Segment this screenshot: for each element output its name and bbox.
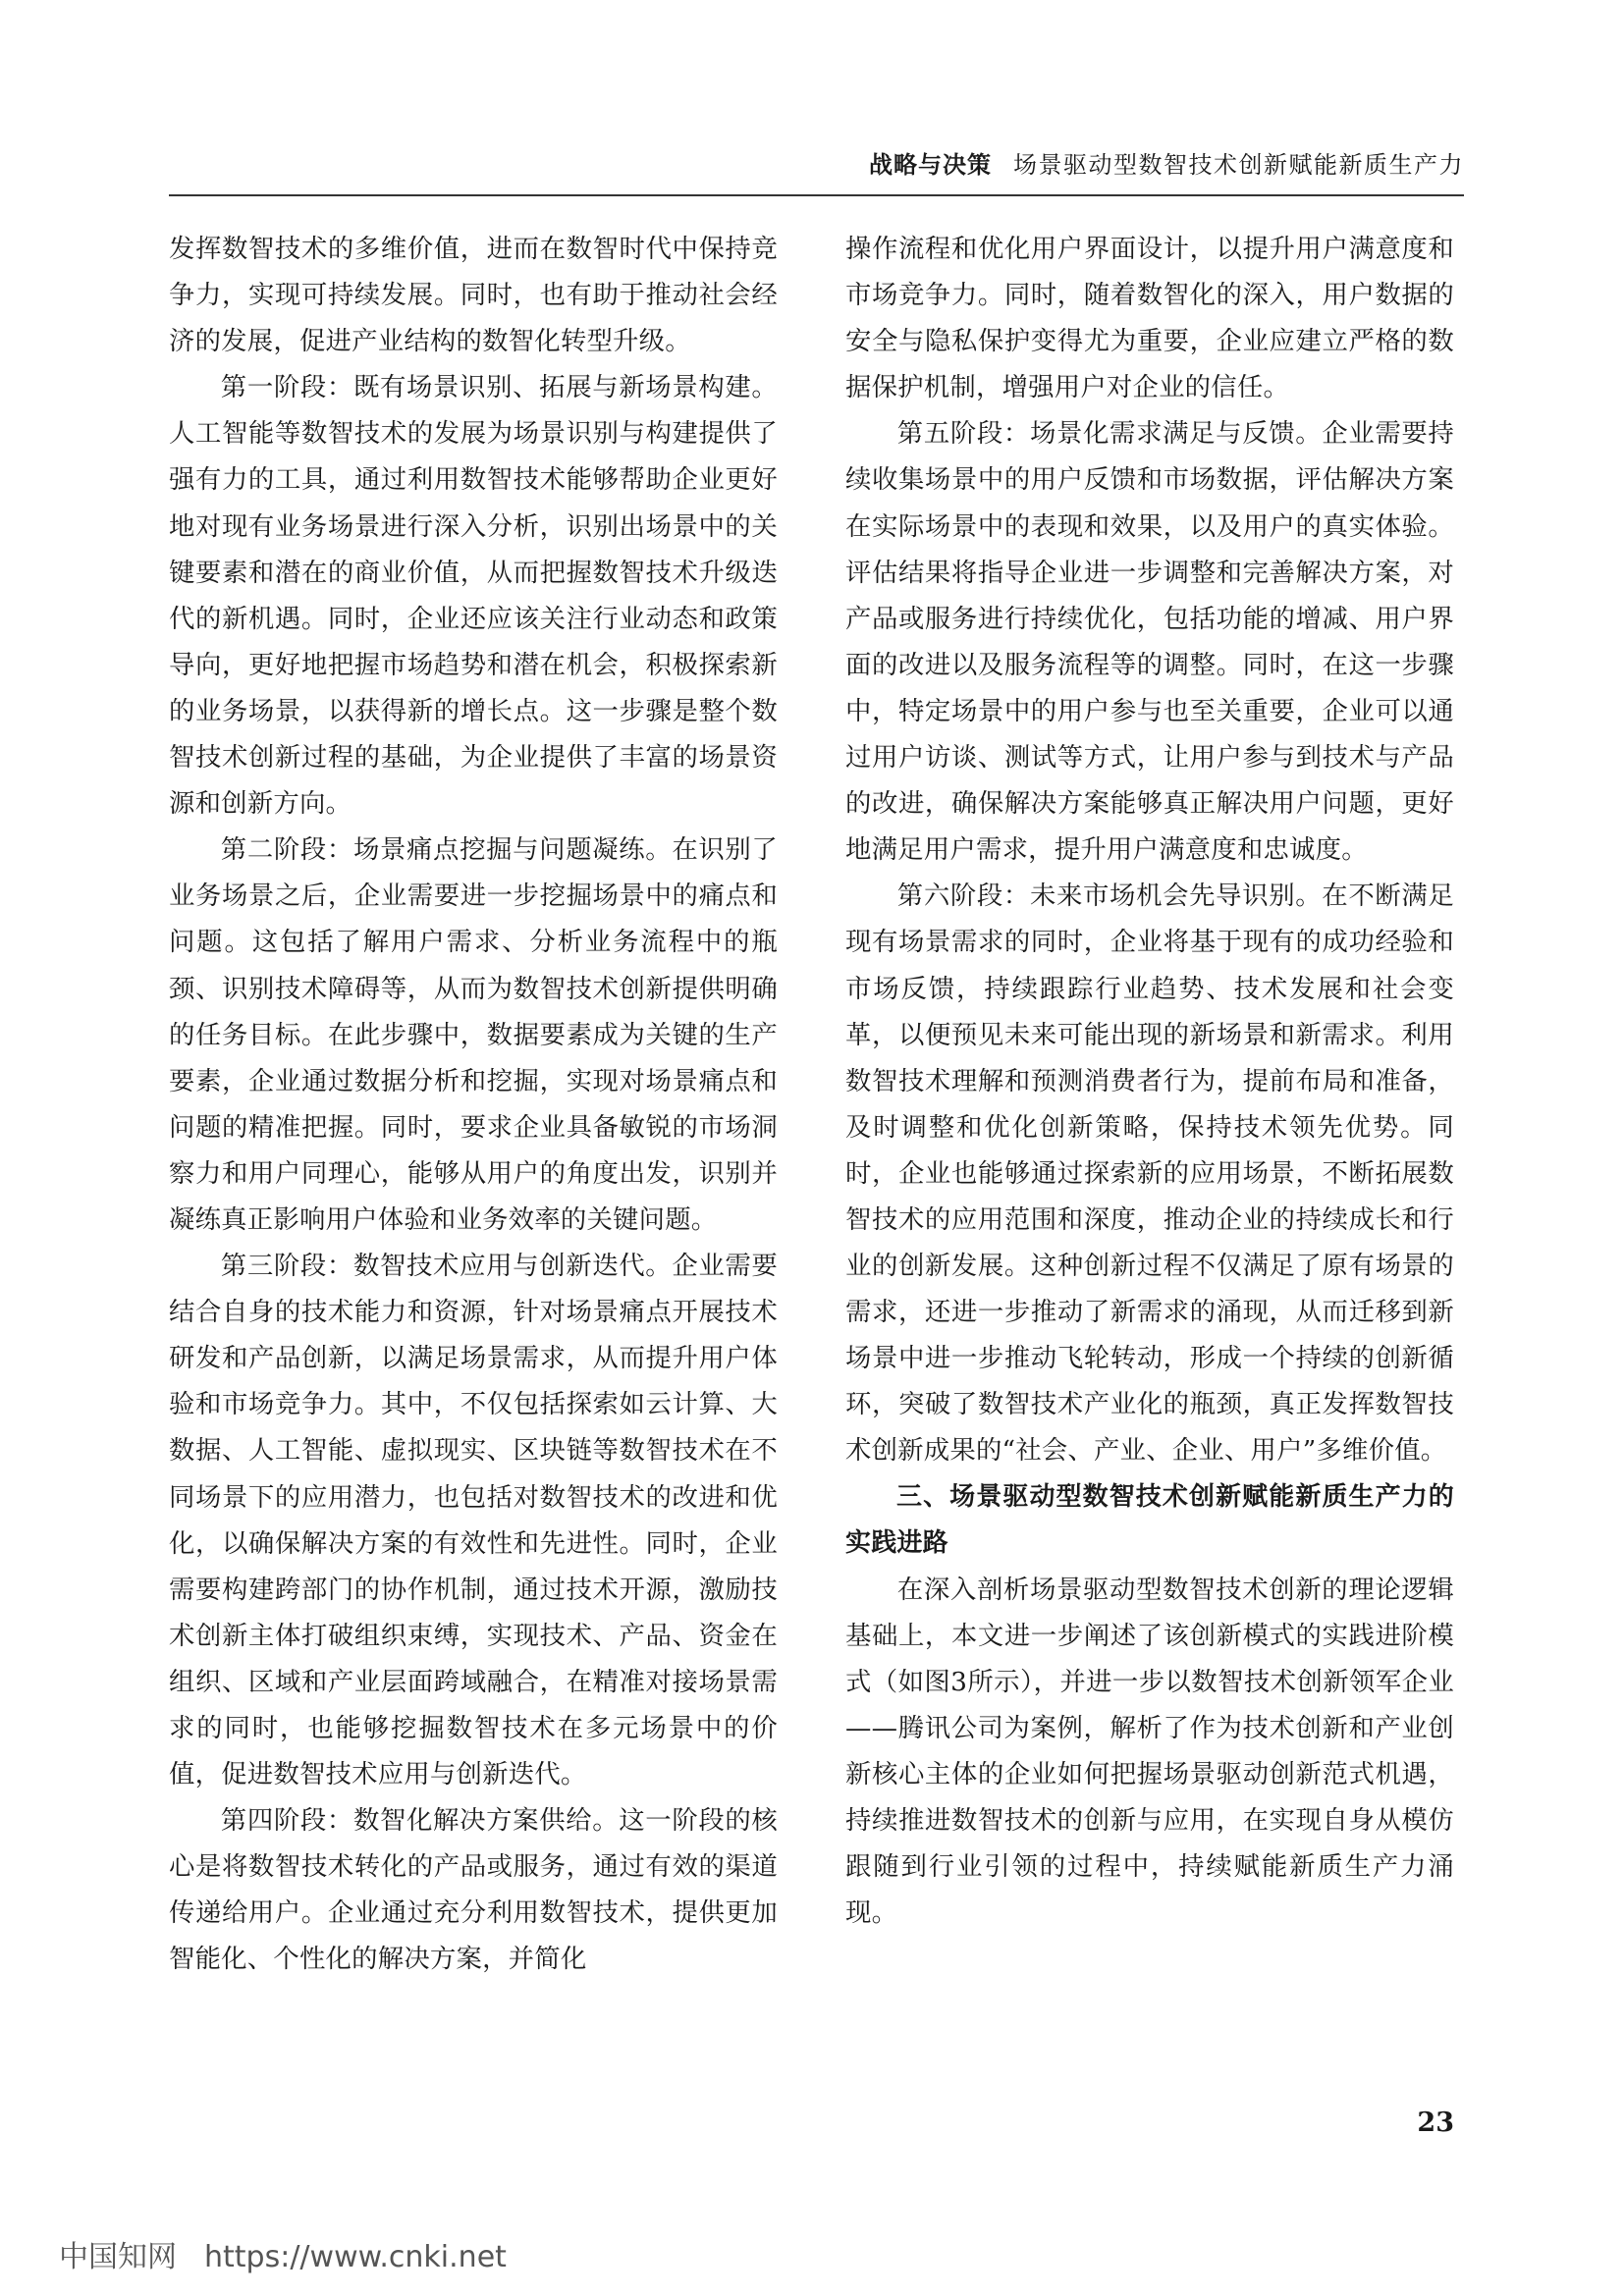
journal-section: 战略与决策 — [869, 151, 992, 179]
header-divider — [169, 194, 1464, 196]
paragraph-stage-3: 第三阶段：数智技术应用与创新迭代。企业需要结合自身的技术能力和资源，针对场景痛点开展技术研发和产品创新，以满足场景需求，从而提升用户体验和市场竞争力。其中，不仅包括探索如云计算、大数据、人工智能、虚拟现实、区块链等数智技术在不同场景下的应用潜力，也包括对数智技术的改进和优化，以确保解决方案的有效性和先进性。同时，企业需要构建跨部门的协作机制，通过技术开源，激励技术创新主体打破组织束缚，实现技术、产品、资金在组织、区域和产业层面跨域融合，在精准对接场景需求的同时，也能够挖掘数智技术在多元场景中的价值，促进数智技术应用与创新迭代。 — [169, 1251, 778, 1790]
paragraph-stage-6: 第六阶段：未来市场机会先导识别。在不断满足现有场景需求的同时，企业将基于现有的成功经验和市场反馈，持续跟踪行业趋势、技术发展和社会变革，以便预见未来可能出现的新场景和新需求。利用数智技术理解和预测消费者行为，提前布局和准备，及时调整和优化创新策略，保持技术领先优势。同时，企业也能够通过探索新的应用场景，不断拓展数智技术的应用范围和深度，推动企业的持续成长和行业的创新发展。这种创新过程不仅满足了原有场景的需求，还进一步推动了新需求的涌现，从而迁移到新场景中进一步推动飞轮转动，形成一个持续的创新循环，突破了数智技术产业化的瓶颈，真正发挥数智技术创新成果的“社会、产业、企业、用户”多维价值。 — [845, 881, 1454, 1467]
paragraph: 操作流程和优化用户界面设计，以提升用户满意度和市场竞争力。同时，随着数智化的深入，用户数据的安全与隐私保护变得尤为重要，企业应建立严格的数据保护机制，增强用户对企业的信任。 — [845, 234, 1454, 403]
paragraph-stage-4: 第四阶段：数智化解决方案供给。这一阶段的核心是将数智技术转化的产品或服务，通过有效的渠道传递给用户。企业通过充分利用数智技术，提供更加智能化、个性化的解决方案，并简化 — [169, 1805, 778, 1975]
left-column — [169, 226, 778, 1983]
paragraph-stage-2: 第二阶段：场景痛点挖掘与问题凝练。在识别了业务场景之后，企业需要进一步挖掘场景中的痛点和问题。这包括了解用户需求、分析业务流程中的瓶颈、识别技术障碍等，从而为数智技术创新提供明确的任务目标。在此步骤中，数据要素成为关键的生产要素，企业通过数据分析和挖掘，实现对场景痛点和问题的精准把握。同时，要求企业具备敏锐的市场洞察力和用户同理心，能够从用户的角度出发，识别并凝练真正影响用户体验和业务效率的关键问题。 — [169, 834, 778, 1235]
watermark-brand: 中国知网 — [59, 2240, 177, 2274]
right-column — [845, 226, 1454, 1936]
page-number: 23 — [1417, 2108, 1454, 2138]
cnki-watermark — [59, 2232, 507, 2275]
paragraph: 发挥数智技术的多维价值，进而在数智时代中保持竞争力，实现可持续发展。同时，也有助于推动社会经济的发展，促进产业结构的数智化转型升级。 — [169, 234, 778, 357]
paragraph-stage-1: 第一阶段：既有场景识别、拓展与新场景构建。人工智能等数智技术的发展为场景识别与构建提供了强有力的工具，通过利用数智技术能够帮助企业更好地对现有业务场景进行深入分析，识别出场景中的关键要素和潜在的商业价值，从而把握数智技术升级迭代的新机遇。同时，企业还应该关注行业动态和政策导向，更好地把握市场趋势和潜在机会，积极探索新的业务场景，以获得新的增长点。这一步骤是整个数智技术创新过程的基础，为企业提供了丰富的场景资源和创新方向。 — [169, 372, 778, 820]
running-header — [0, 0, 1624, 196]
paragraph-stage-5: 第五阶段：场景化需求满足与反馈。企业需要持续收集场景中的用户反馈和市场数据，评估解决方案在实际场景中的表现和效果，以及用户的真实体验。评估结果将指导企业进一步调整和完善解决方案，对产品或服务进行持续优化，包括功能的增减、用户界面的改进以及服务流程等的调整。同时，在这一步骤中，特定场景中的用户参与也至关重要，企业可以通过用户访谈、测试等方式，让用户参与到技术与产品的改进，确保解决方案能够真正解决用户问题，更好地满足用户需求，提升用户满意度和忠诚度。 — [845, 418, 1454, 866]
watermark-url: https://www.cnki.net — [204, 2240, 507, 2274]
paragraph-section-intro: 在深入剖析场景驱动型数智技术创新的理论逻辑基础上，本文进一步阐述了该创新模式的实践进阶模式（如图3所示），并进一步以数智技术创新领军企业——腾讯公司为案例，解析了作为技术创新和产业创新核心主体的企业如何把握场景驱动创新范式机遇，持续推进数智技术的创新与应用，在实现自身从模仿跟随到行业引领的过程中，持续赋能新质生产力涌现。 — [845, 1574, 1454, 1929]
section-heading: 三、场景驱动型数智技术创新赋能新质生产力的实践进路 — [845, 1481, 1454, 1558]
header-title — [869, 145, 1464, 180]
article-title: 场景驱动型数智技术创新赋能新质生产力 — [1013, 151, 1464, 179]
